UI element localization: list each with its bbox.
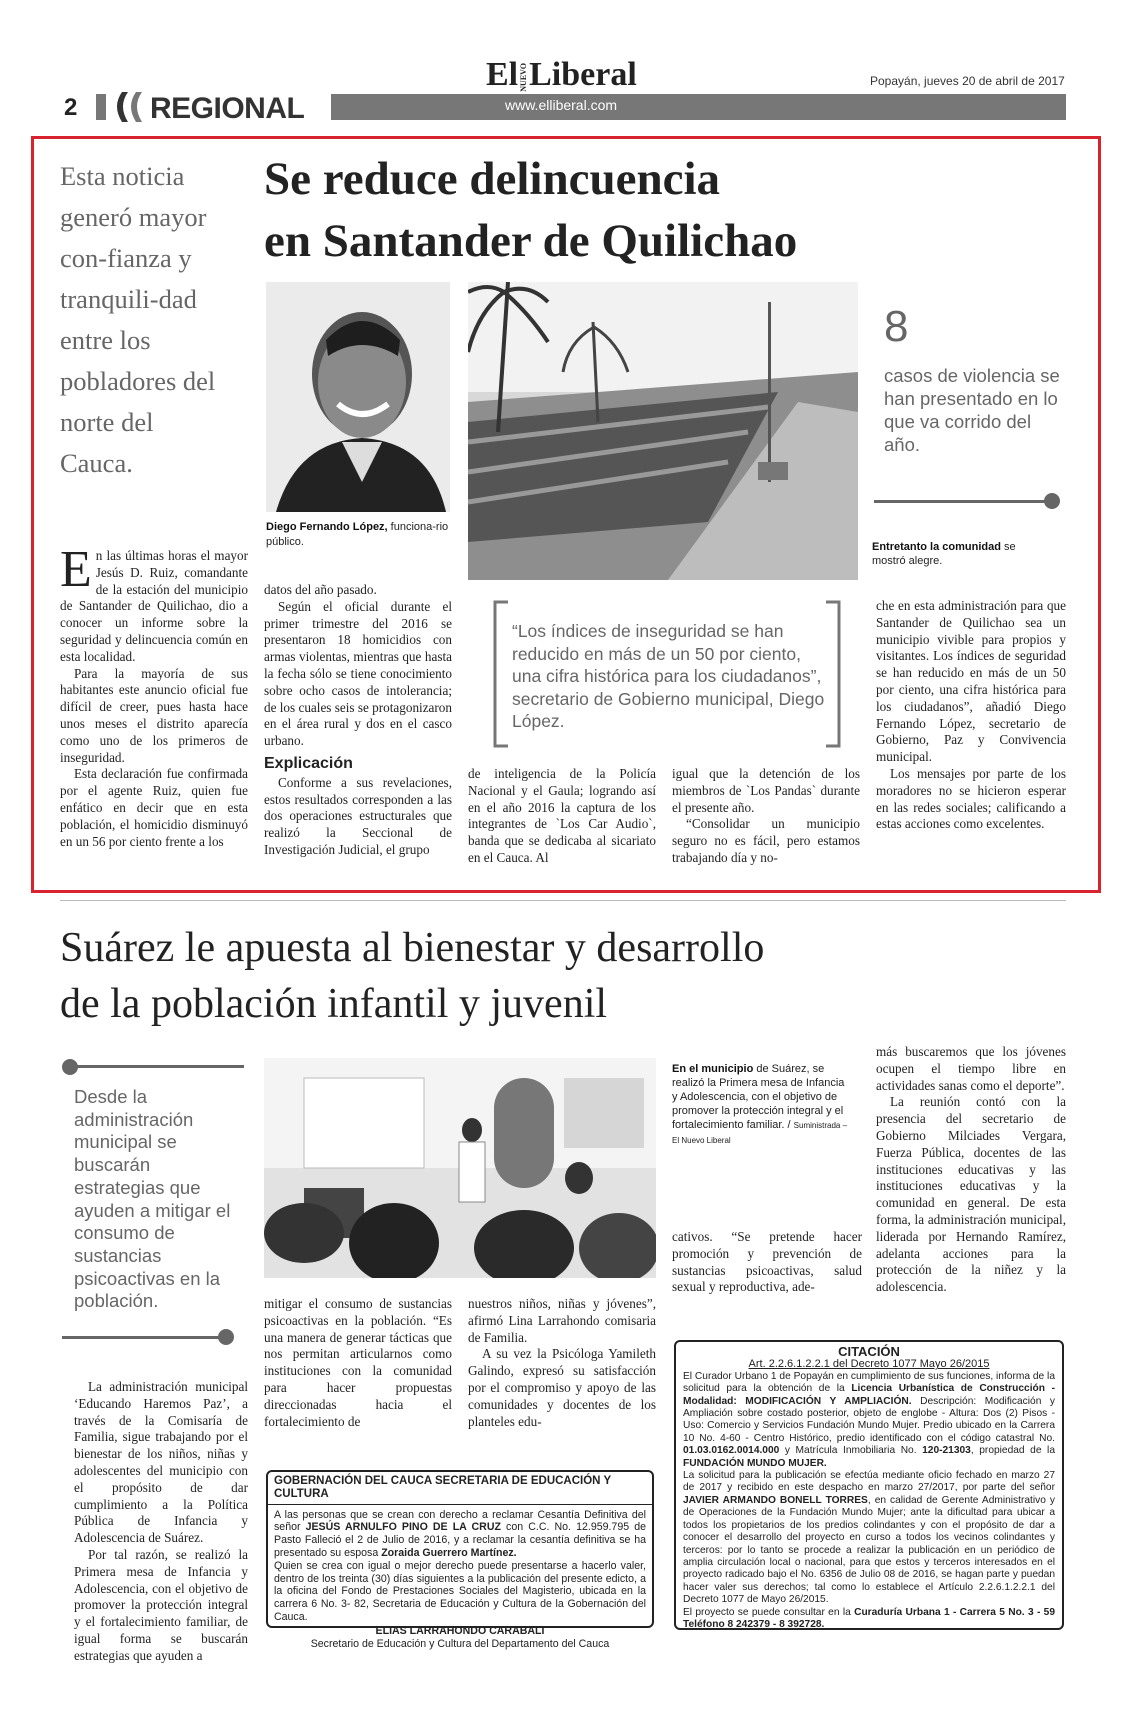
- portrait-photo: [266, 282, 450, 512]
- article2-column-4: cativos. “Se pretende hacer promoción y prevención de sustancias psicoactivas, salud sexual y reproductiva, ade-: [672, 1229, 862, 1295]
- article1-column-5: che en esta administración para que Santander de Quilichao sea un municipio vivible para propios y visitantes. Los índices de seguridad se han reducido en más de un 50 por ciento, una cifra histórica para los ciudadanos”, añadió Diego Fernando López, secretario de Gobierno, Paz y Convivencia municipal. Los mensajes por parte de los moradores no se hicieron esperar en las redes sociales; calificando a estas acciones como excelentes.: [876, 598, 1066, 832]
- newspaper-logo: [486, 56, 637, 94]
- article1-column-4: igual que la detención de los miembros de `Los Pandas` durante el presente año. “Consolidar un municipio seguro no es fácil, pero estamos trabajando día y no-: [672, 766, 860, 865]
- article1-column-2: datos del año pasado. Según el oficial durante el primer trimestre del 2016 se presentaron 18 homicidios con armas violentas, mientras que hasta la fecha sólo se tiene conocimiento sobre ocho casos de intolerancia; de los cuales seis se protagonizaron en el área rural y dos en el casco urbano. Explicación Conforme a sus revelaciones, estos resultados corresponden a las dos operaciones estructurales que realizó la Seccional de Investigación Judicial, el grupo: [264, 582, 452, 857]
- stat-rule-dot: [1044, 493, 1060, 509]
- article2-column-2: mitigar el consumo de sustancias psicoactivas en la población. “Es una manera de generar tácticas que nos permitan articularnos como instituciones con la comunidad para hacer propuestas direccionadas hacia el fortalecimiento de: [264, 1296, 452, 1429]
- title-line-1: Se reduce delincuencia: [264, 153, 721, 205]
- site-url[interactable]: www.elliberal.com: [505, 97, 618, 113]
- notice-signer: ELIAS LARRAHONDO CARABALI: [375, 1624, 545, 1637]
- title-line-2: en Santander de Quilichao: [264, 215, 798, 267]
- man-portrait-image: [266, 282, 450, 512]
- section-title: REGIONAL: [150, 92, 305, 125]
- article-divider: [60, 900, 1066, 901]
- article2-column-5: más buscaremos que los jóvenes ocupen el tiempo libre en actividades sanas como el deporte”. La reunión contó con la presencia del secretario de Gobierno Milciades Vergara, Fuerza Pública, docentes de las instituciones educativas y las instituciones educativas y la comunidad en general. De esta forma, la administración municipal, liderada por Hernando Ramírez, adelanta acciones para la protección de la niñez y la adolescencia.: [876, 1044, 1066, 1295]
- page-number: 2: [64, 94, 78, 121]
- sidebar-top-rule: [74, 1065, 244, 1068]
- article2-column-3: nuestros niños, niñas y jóvenes”, afirmó Lina Larrahondo comisaria de Familia. A su vez la Psicóloga Yamileth Galindo, expresó su satisfacción por el compromiso y apoyo de las comunidades y docentes de los planteles edu-: [468, 1296, 656, 1429]
- drop-cap: E: [60, 541, 92, 598]
- right-bracket-icon: [824, 600, 842, 748]
- stat-text: casos de violencia se han presentado en lo que va corrido del año.: [884, 365, 1060, 455]
- notice-body: El Curador Urbano 1 de Popayán en cumplimiento de sus funciones, informa de la solicitud para la obtención de la Licencia Urbanística de Construcción - Modalidad: MODIFICACIÓN Y AMPLIACIÓN. Descripción: Modificación y Ampliación sobre costado posterior, objeto de englobe - Altura: Dos (2) Pisos - Uso: Comercio y Servicios Fundación Mundo Mujer. Predio ubicado en la Carrera 10 No. 4-60 - Centro Histórico, predio identificado con el código catastral No. 01.03.0162.0014.000 y Matrícula Inmobiliaria No. 120-21303, propiedad de la FUNDACIÓN MUNDO MUJER. La solicitud para la publicación se efectúa mediante oficio fechado en marzo 27 de 2017 y recibido en este despacho en marzo 27/2017, por parte del señor JAVIER ARMANDO BONELL TORRES, en calidad de Gerente Administrativo y de Operaciones de la Fundación Mundo Mujer; ante la dificultad para ubicar a todos los propietarios de los predios colindantes y con el propósito de dar a conocer el desarrollo del proyecto en curso a todos los vecinos colindantes y terceros: por lo tanto se procede a realizar la publicación en un periódico de amplia circulación local o nacional, para que estos y terceros interesados en el proyecto radicado bajo el No. 6356 de Julio 08 de 2016, se hagan parte y puedan hacer valer sus derechos; tal como lo establece el Artículo 2.2.6.1.2.2.1 del Decreto 1077 de Mayo 26/2015. El proyecto se puede consultar en la Curaduría Urbana 1 - Carrera 5 No. 3 - 59 Teléfono 8 242379 - 8 392728.: [683, 1370, 1055, 1630]
- portrait-caption: Diego Fernando López, funciona-rio público.: [266, 521, 449, 548]
- article2-sidebar-quote: Desde la administración municipal se buscarán estrategias que ayuden a mitigar el consumo de sustancias psicoactivas en la población.: [74, 1086, 231, 1312]
- article1-column-3: de inteligencia de la Policía Nacional y el Gaula; logrando así en el año 2016 la captura de los integrantes de `Los Car Audio`, banda que se dedicaba al sicariato en el Cauca. Al: [468, 766, 656, 865]
- meeting-caption: En el municipio de Suárez, se realizó la Primera mesa de Infancia y Adolescencia, con el objetivo de promover la protección integral y el fortalecimiento familiar. / Suministrada – El Nuevo Liberal: [672, 1063, 848, 1145]
- pull-quote: “Los índices de inseguridad se han reducido en más de un 50 por ciento, una cifra histórica para los ciudadanos”, secretario de Gobierno municipal, Diego López.: [512, 621, 825, 731]
- photo-credit: Suministrada – El Nuevo Liberal: [672, 1121, 848, 1145]
- market-photo: [468, 282, 858, 580]
- article1-column-1: En las últimas horas el mayor Jesús D. Ruiz, comandante de la estación del municipio de Santander de Quilichao, dio a conocer un informe sobre la seguridad y delincuencia común en esta localidad. Para la mayoría de sus habitantes este anuncio oficial fue difícil de creer, pues hasta hace unos meses el distrito aparecía como uno de los primeros de inseguridad. Esta declaración fue confirmada por el agente Ruiz, quien fue enfático en decir que en esta población, el homicidio disminuyó en un 56 por ciento frente a los: [60, 541, 248, 849]
- sidebar-bottom-rule: [62, 1336, 222, 1339]
- notice-citacion: [674, 1340, 1064, 1630]
- sidebar-quote: Esta noticia generó mayor con-fianza y tranquili-dad entre los pobladores del norte del Cauca.: [60, 161, 216, 478]
- market-caption: Entretanto la comunidad se mostró alegre.: [872, 541, 1016, 567]
- notice-heading: CITACIÓN: [838, 1344, 900, 1359]
- subheading: Explicación: [264, 754, 353, 772]
- article2-column-1: La administración municipal ‘Educando Haremos Paz’, a través de la Comisaría de Familia, sigue trabajando por el bienestar de los niños, niñas y adolescentes del municipio con el propósito de dar cumplimiento a la Política Pública de Infancia y Adolescencia de Suárez. Por tal razón, se realizó la Primera mesa de Infancia y Adolescencia, con el objetivo de promover la protección integral y el fortalecimiento familiar, de igual forma se buscarán estrategias que ayuden a: [74, 1379, 248, 1663]
- left-bracket-icon: [492, 600, 510, 748]
- stat-rule: [874, 500, 1050, 503]
- title-line-2: de la población infantil y juvenil: [60, 981, 608, 1027]
- article2-title: [60, 920, 1070, 1032]
- street-market-image: [468, 282, 858, 580]
- sidebar-bottom-dot: [218, 1329, 234, 1345]
- logo-main: Liberal: [529, 56, 637, 93]
- notice-subheading: Art. 2.2.6.1.2.2.1 del Decreto 1077 Mayo 26/2015: [748, 1358, 990, 1371]
- notice-signer-title: Secretario de Educación y Cultura del Departamento del Cauca: [310, 1637, 610, 1650]
- stat-number: 8: [884, 302, 909, 351]
- logo-prefix: El: [486, 56, 519, 93]
- issue-date: Popayán, jueves 20 de abril de 2017: [870, 74, 1065, 88]
- meeting-photo: [264, 1058, 656, 1278]
- article-title: [264, 148, 1084, 272]
- title-line-1: Suárez le apuesta al bienestar y desarrollo: [60, 925, 765, 971]
- logo-small: NUEVO: [519, 62, 529, 92]
- notice-gobernacion: [266, 1470, 654, 1650]
- notice-body: A las personas que se crean con derecho a reclamar Cesantía Definitiva del señor JESÚS ARNULFO PINO DE LA CRUZ con C.C. No. 12.959.795 de Pasto Falleció el 2 de Julio de 2016, y a reclamar la cesantía definitiva se ha presentado su esposa Zoraida Guerrero Martínez. Quien se crea con igual o mejor derecho puede presentarse a hacerlo valer, dentro de los treinta (30) días siguientes a la publicación del presente edicto, a la oficina del Fondo de Prestaciones Sociales del Magisterio, ubicada en la carrera 6 No. 3- 82, Secretaria de Educación y Cultura de la Gobernación del Cauca.: [274, 1508, 646, 1623]
- notice-heading: GOBERNACIÓN DEL CAUCA SECRETARIA DE EDUCACIÓN Y CULTURA: [268, 1472, 652, 1505]
- slash-decoration-icon: [108, 88, 148, 124]
- meeting-room-image: [264, 1058, 656, 1278]
